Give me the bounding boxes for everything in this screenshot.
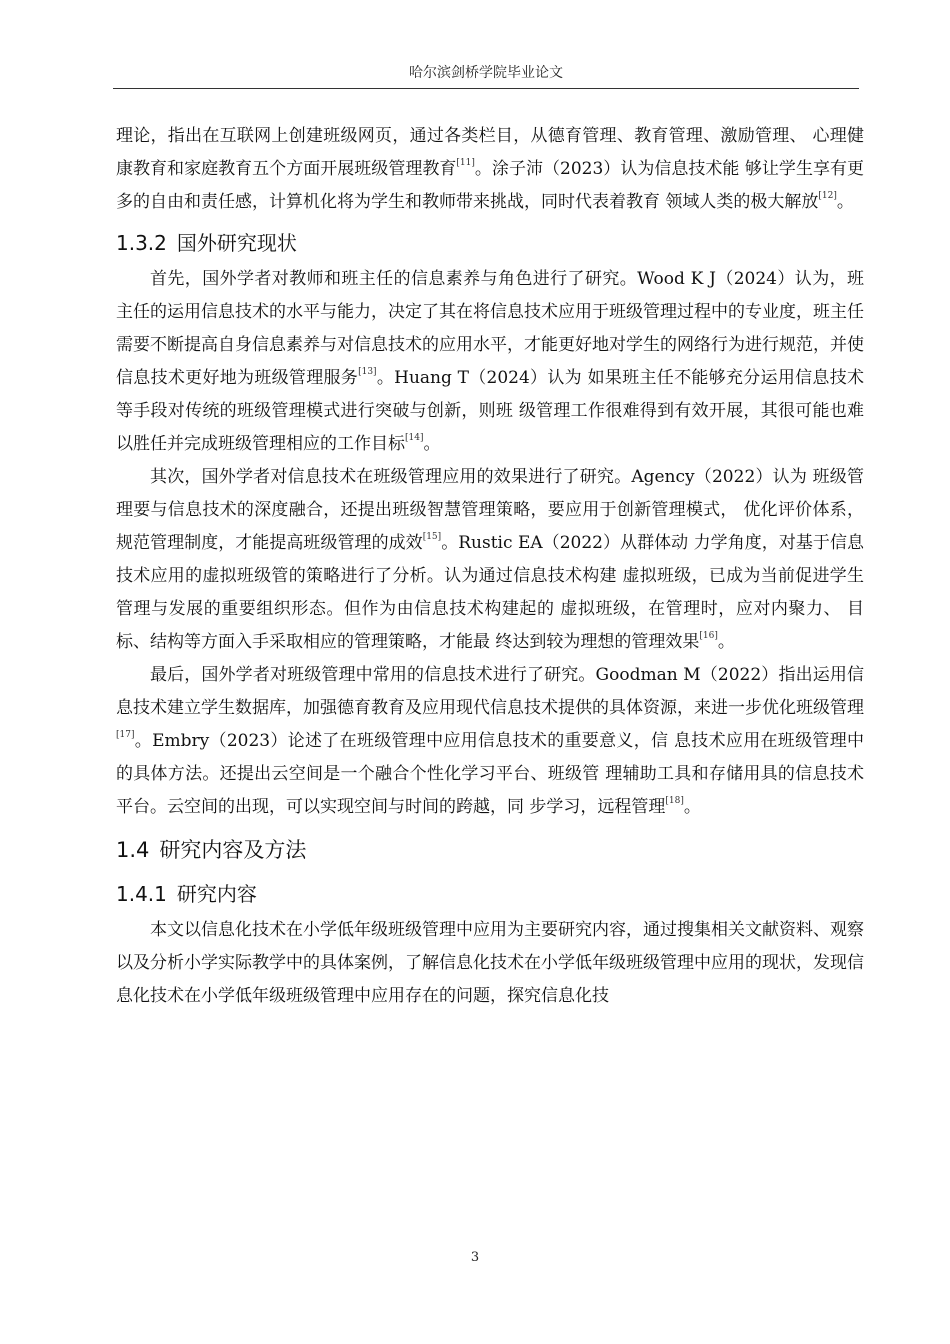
citation: [12] [818,191,837,201]
paragraph-text: 本文以信息化技术在小学低年级班级管理中应用为主要研究内容，通过搜集相关文献资料、观察以及分析小学实际教学中的具体案例，了解信息化技术在小学低年级班级管理中应用的现状，发现信息化技术在小学低年级班级管理中应用存在的问题，探究信息化技 [116,920,864,1006]
section-heading-1-4-1 [116,874,864,914]
paragraph-text: 。 [836,192,854,212]
section-title: 国外研究现状 [176,231,297,255]
paragraph [116,659,864,824]
paragraph [116,263,864,461]
paragraph-text: 。Huang T（2024）认为 如果班主任不能够充分运用信息技术等手段对传统的班级管理模式进行突破与创新，则班 级管理工作很难得到有效开展，其很可能也难以胜任并完成班级管理相应的工作目标 [116,368,864,454]
paragraph-text: 。 [423,434,441,454]
page-header: 哈尔滨剑桥学院毕业论文 [409,65,563,81]
paragraph-text: 其次，国外学者对信息技术在班级管理应用的效果进行了研究。Agency（2022）认为 班级管理要与信息技术的深度融合，还提出班级智慧管理策略，要应用于创新管理模式， 优化评价体系，规范管理制度，才能提高班级管理的成效 [116,467,864,553]
paragraph-text: 。涂子沛（2023）认为信息技术能 够让学生享有更多的自由和责任感，计算机化将为学生和教师带来挑战，同时代表着教育 领域人类的极大解放 [116,159,864,212]
page-number: 3 [470,1250,480,1265]
section-number: 1.3.2 [116,231,167,255]
paragraph-text: 。 [683,797,701,817]
section-number: 1.4.1 [116,882,167,906]
paragraph-text: 。 [717,632,735,652]
citation: [14] [405,433,424,443]
citation: [15] [422,532,442,542]
section-title: 研究内容 [176,882,257,906]
section-title: 研究内容及方法 [159,838,307,862]
citation: [17] [116,730,135,740]
paragraph [116,914,864,1013]
document-body [116,120,864,1013]
paragraph-text: 首先，国外学者对教师和班主任的信息素养与角色进行了研究。Wood K J（2024）认为，班主任的运用信息技术的水平与能力，决定了其在将信息技术应用于班级管理过程中的专业度，班主任需要不断提高自身信息素养与对信息技术的应用水平，才能更好地对学生的网络行为进行规范，并使信息技术更好地为班级管理服务 [116,269,864,388]
citation: [18] [665,796,684,806]
paragraph-text: 。Rustic EA（2022）从群体动 力学角度，对基于信息技术应用的虚拟班级管的策略进行了分析。认为通过信息技术构建 虚拟班级，已成为当前促进学生管理与发展的重要组织形态。但作为由信息技术构建起的 虚拟班级，在管理时，应对内聚力、 目标、结构等方面入手采取相应的管理策略，才能最 终达到较为理想的管理效果 [116,533,864,652]
paragraph-text: 最后，国外学者对班级管理中常用的信息技术进行了研究。Goodman M（2022）指出运用信息技术建立学生数据库，加强德育教育及应用现代信息技术提供的具体资源，来进一步优化班级管理 [116,665,864,718]
section-number: 1.4 [116,838,150,862]
section-heading-1-4 [116,830,864,870]
citation: [16] [699,631,718,641]
paragraph-continuation [116,120,864,219]
paragraph-text: 理论，指出在互联网上创建班级网页，通过各类栏目，从德育管理、教育管理、激励管理、 心理健康教育和家庭教育五个方面开展班级管理教育 [116,126,864,179]
paragraph [116,461,864,659]
header-divider [113,88,859,89]
section-heading-1-3-2 [116,223,864,263]
citation: [11] [456,158,475,168]
citation: [13] [358,367,377,377]
paragraph-text: 。Embry（2023）论述了在班级管理中应用信息技术的重要意义，信 息技术应用在班级管理中的具体方法。还提出云空间是一个融合个性化学习平台、班级管 理辅助工具和存储用具的信息技术平台。云空间的出现，可以实现空间与时间的跨越，同 步学习，远程管理 [116,731,864,817]
